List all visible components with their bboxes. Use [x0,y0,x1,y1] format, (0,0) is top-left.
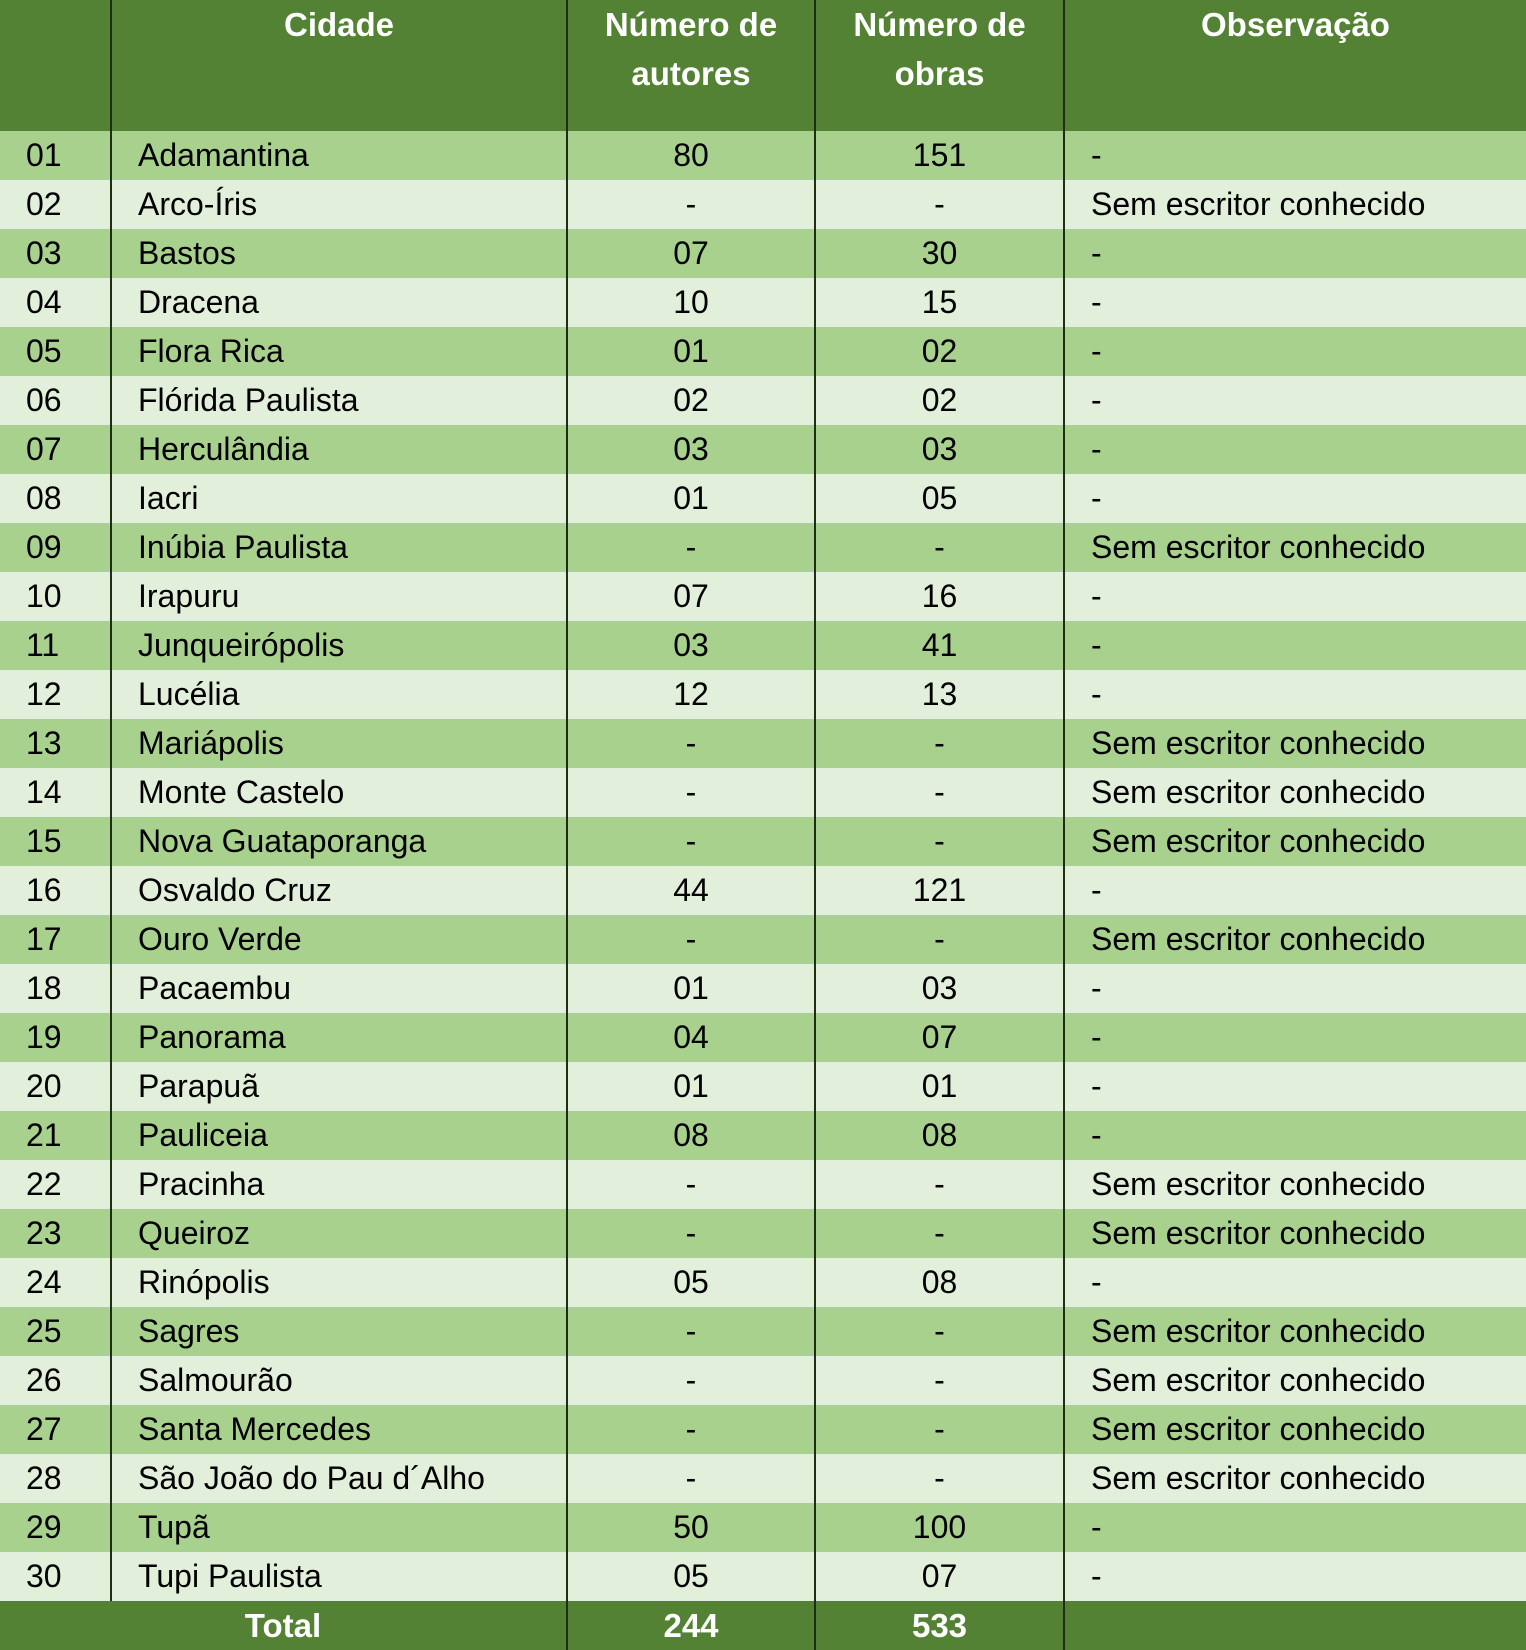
row-authors: - [567,1307,815,1356]
row-authors: 04 [567,1013,815,1062]
row-authors: 03 [567,621,815,670]
row-authors: 07 [567,572,815,621]
row-city: Adamantina [111,131,567,180]
row-works: - [815,1209,1064,1258]
row-city: Mariápolis [111,719,567,768]
row-index: 17 [0,915,111,964]
header-authors: Número de autores [567,0,815,131]
table-body [0,131,1526,1601]
row-index: 02 [0,180,111,229]
row-authors: 02 [567,376,815,425]
row-note: - [1064,229,1526,278]
row-note: - [1064,1013,1526,1062]
row-note: - [1064,1111,1526,1160]
table-row [0,376,1526,425]
row-index: 24 [0,1258,111,1307]
row-works: - [815,768,1064,817]
row-index: 13 [0,719,111,768]
row-index: 14 [0,768,111,817]
row-index: 26 [0,1356,111,1405]
row-note: Sem escritor conhecido [1064,180,1526,229]
row-city: Arco-Íris [111,180,567,229]
row-authors: - [567,180,815,229]
row-index: 10 [0,572,111,621]
table-row [0,1405,1526,1454]
row-works: 30 [815,229,1064,278]
table-row [0,180,1526,229]
row-city: Tupi Paulista [111,1552,567,1601]
row-note: - [1064,425,1526,474]
row-city: Flora Rica [111,327,567,376]
row-index: 29 [0,1503,111,1552]
row-authors: 10 [567,278,815,327]
row-works: 05 [815,474,1064,523]
row-index: 01 [0,131,111,180]
row-note: - [1064,1552,1526,1601]
row-works: 41 [815,621,1064,670]
table-row [0,866,1526,915]
row-index: 04 [0,278,111,327]
row-authors: 05 [567,1552,815,1601]
row-authors: 03 [567,425,815,474]
row-note: - [1064,1258,1526,1307]
row-authors: 01 [567,474,815,523]
row-works: - [815,1356,1064,1405]
row-note: Sem escritor conhecido [1064,768,1526,817]
row-works: 15 [815,278,1064,327]
header-row [0,0,1526,131]
row-authors: - [567,1356,815,1405]
row-index: 30 [0,1552,111,1601]
row-works: 02 [815,376,1064,425]
row-authors: - [567,915,815,964]
row-works: - [815,1307,1064,1356]
row-works: 07 [815,1552,1064,1601]
table-row [0,1209,1526,1258]
row-city: Herculândia [111,425,567,474]
table-row [0,1307,1526,1356]
row-index: 09 [0,523,111,572]
row-note: - [1064,474,1526,523]
row-authors: 08 [567,1111,815,1160]
row-city: Monte Castelo [111,768,567,817]
row-works: 151 [815,131,1064,180]
table-row [0,670,1526,719]
row-works: - [815,523,1064,572]
row-note: Sem escritor conhecido [1064,719,1526,768]
row-index: 11 [0,621,111,670]
row-index: 03 [0,229,111,278]
row-index: 20 [0,1062,111,1111]
table-row [0,768,1526,817]
row-note: Sem escritor conhecido [1064,523,1526,572]
row-note: Sem escritor conhecido [1064,1160,1526,1209]
row-city: Irapuru [111,572,567,621]
row-city: Osvaldo Cruz [111,866,567,915]
row-index: 05 [0,327,111,376]
row-index: 12 [0,670,111,719]
row-city: Ouro Verde [111,915,567,964]
row-note: Sem escritor conhecido [1064,1405,1526,1454]
row-works: - [815,1454,1064,1503]
row-note: Sem escritor conhecido [1064,1209,1526,1258]
row-works: 13 [815,670,1064,719]
row-city: Flórida Paulista [111,376,567,425]
row-note: - [1064,1503,1526,1552]
row-note: - [1064,131,1526,180]
row-note: - [1064,327,1526,376]
table-row [0,719,1526,768]
row-works: - [815,1160,1064,1209]
table-row [0,1454,1526,1503]
row-city: Bastos [111,229,567,278]
row-works: - [815,180,1064,229]
row-authors: - [567,719,815,768]
table-row [0,1503,1526,1552]
row-works: - [815,915,1064,964]
row-note: - [1064,670,1526,719]
table-row [0,278,1526,327]
row-index: 08 [0,474,111,523]
table-row [0,229,1526,278]
row-authors: 01 [567,1062,815,1111]
row-note: - [1064,866,1526,915]
row-works: 121 [815,866,1064,915]
row-authors: 50 [567,1503,815,1552]
row-city: Santa Mercedes [111,1405,567,1454]
row-note: - [1064,278,1526,327]
row-authors: 12 [567,670,815,719]
table-row [0,1111,1526,1160]
row-note: Sem escritor conhecido [1064,817,1526,866]
row-authors: 44 [567,866,815,915]
table-row [0,1552,1526,1601]
row-city: Sagres [111,1307,567,1356]
row-index: 27 [0,1405,111,1454]
row-index: 15 [0,817,111,866]
row-index: 18 [0,964,111,1013]
table-row [0,964,1526,1013]
row-index: 23 [0,1209,111,1258]
row-authors: 01 [567,327,815,376]
row-note: - [1064,376,1526,425]
row-index: 22 [0,1160,111,1209]
row-authors: - [567,1454,815,1503]
row-authors: - [567,523,815,572]
row-index: 16 [0,866,111,915]
row-city: Panorama [111,1013,567,1062]
row-city: Nova Guataporanga [111,817,567,866]
table-row [0,474,1526,523]
row-works: - [815,719,1064,768]
table-row [0,1013,1526,1062]
total-works: 533 [815,1601,1064,1650]
row-works: 02 [815,327,1064,376]
row-note: - [1064,964,1526,1013]
row-index: 19 [0,1013,111,1062]
row-authors: - [567,1160,815,1209]
row-works: - [815,1405,1064,1454]
row-note: Sem escritor conhecido [1064,915,1526,964]
table-row [0,1062,1526,1111]
row-works: 03 [815,964,1064,1013]
row-note: - [1064,572,1526,621]
row-city: Parapuã [111,1062,567,1111]
row-authors: - [567,1405,815,1454]
row-authors: - [567,817,815,866]
header-note: Observação [1064,0,1526,131]
row-authors: 80 [567,131,815,180]
table-row [0,523,1526,572]
row-works: 16 [815,572,1064,621]
row-works: 03 [815,425,1064,474]
header-city: Cidade [111,0,567,131]
total-row [0,1601,1526,1650]
table-row [0,572,1526,621]
table-row [0,327,1526,376]
table-row [0,1356,1526,1405]
row-city: Rinópolis [111,1258,567,1307]
row-city: Dracena [111,278,567,327]
row-city: Queiroz [111,1209,567,1258]
row-note: - [1064,1062,1526,1111]
row-authors: - [567,768,815,817]
row-city: São João do Pau d´Alho [111,1454,567,1503]
header-works: Número de obras [815,0,1064,131]
header-index [0,0,111,131]
row-index: 07 [0,425,111,474]
table-row [0,1160,1526,1209]
total-label: Total [0,1601,567,1650]
row-index: 21 [0,1111,111,1160]
row-authors: 07 [567,229,815,278]
row-works: 01 [815,1062,1064,1111]
total-authors: 244 [567,1601,815,1650]
row-note: Sem escritor conhecido [1064,1307,1526,1356]
total-note [1064,1601,1526,1650]
row-works: - [815,817,1064,866]
row-index: 06 [0,376,111,425]
table-row [0,915,1526,964]
row-city: Pauliceia [111,1111,567,1160]
row-city: Lucélia [111,670,567,719]
table-row [0,621,1526,670]
row-city: Pacaembu [111,964,567,1013]
row-works: 07 [815,1013,1064,1062]
row-works: 100 [815,1503,1064,1552]
row-city: Junqueirópolis [111,621,567,670]
row-authors: 05 [567,1258,815,1307]
row-city: Salmourão [111,1356,567,1405]
row-works: 08 [815,1258,1064,1307]
row-city: Tupã [111,1503,567,1552]
row-note: Sem escritor conhecido [1064,1454,1526,1503]
row-authors: 01 [567,964,815,1013]
row-works: 08 [815,1111,1064,1160]
table-row [0,1258,1526,1307]
table-row [0,817,1526,866]
table-row [0,131,1526,180]
table-row [0,425,1526,474]
row-index: 25 [0,1307,111,1356]
row-city: Inúbia Paulista [111,523,567,572]
row-authors: - [567,1209,815,1258]
row-note: - [1064,621,1526,670]
row-index: 28 [0,1454,111,1503]
row-city: Pracinha [111,1160,567,1209]
row-city: Iacri [111,474,567,523]
row-note: Sem escritor conhecido [1064,1356,1526,1405]
